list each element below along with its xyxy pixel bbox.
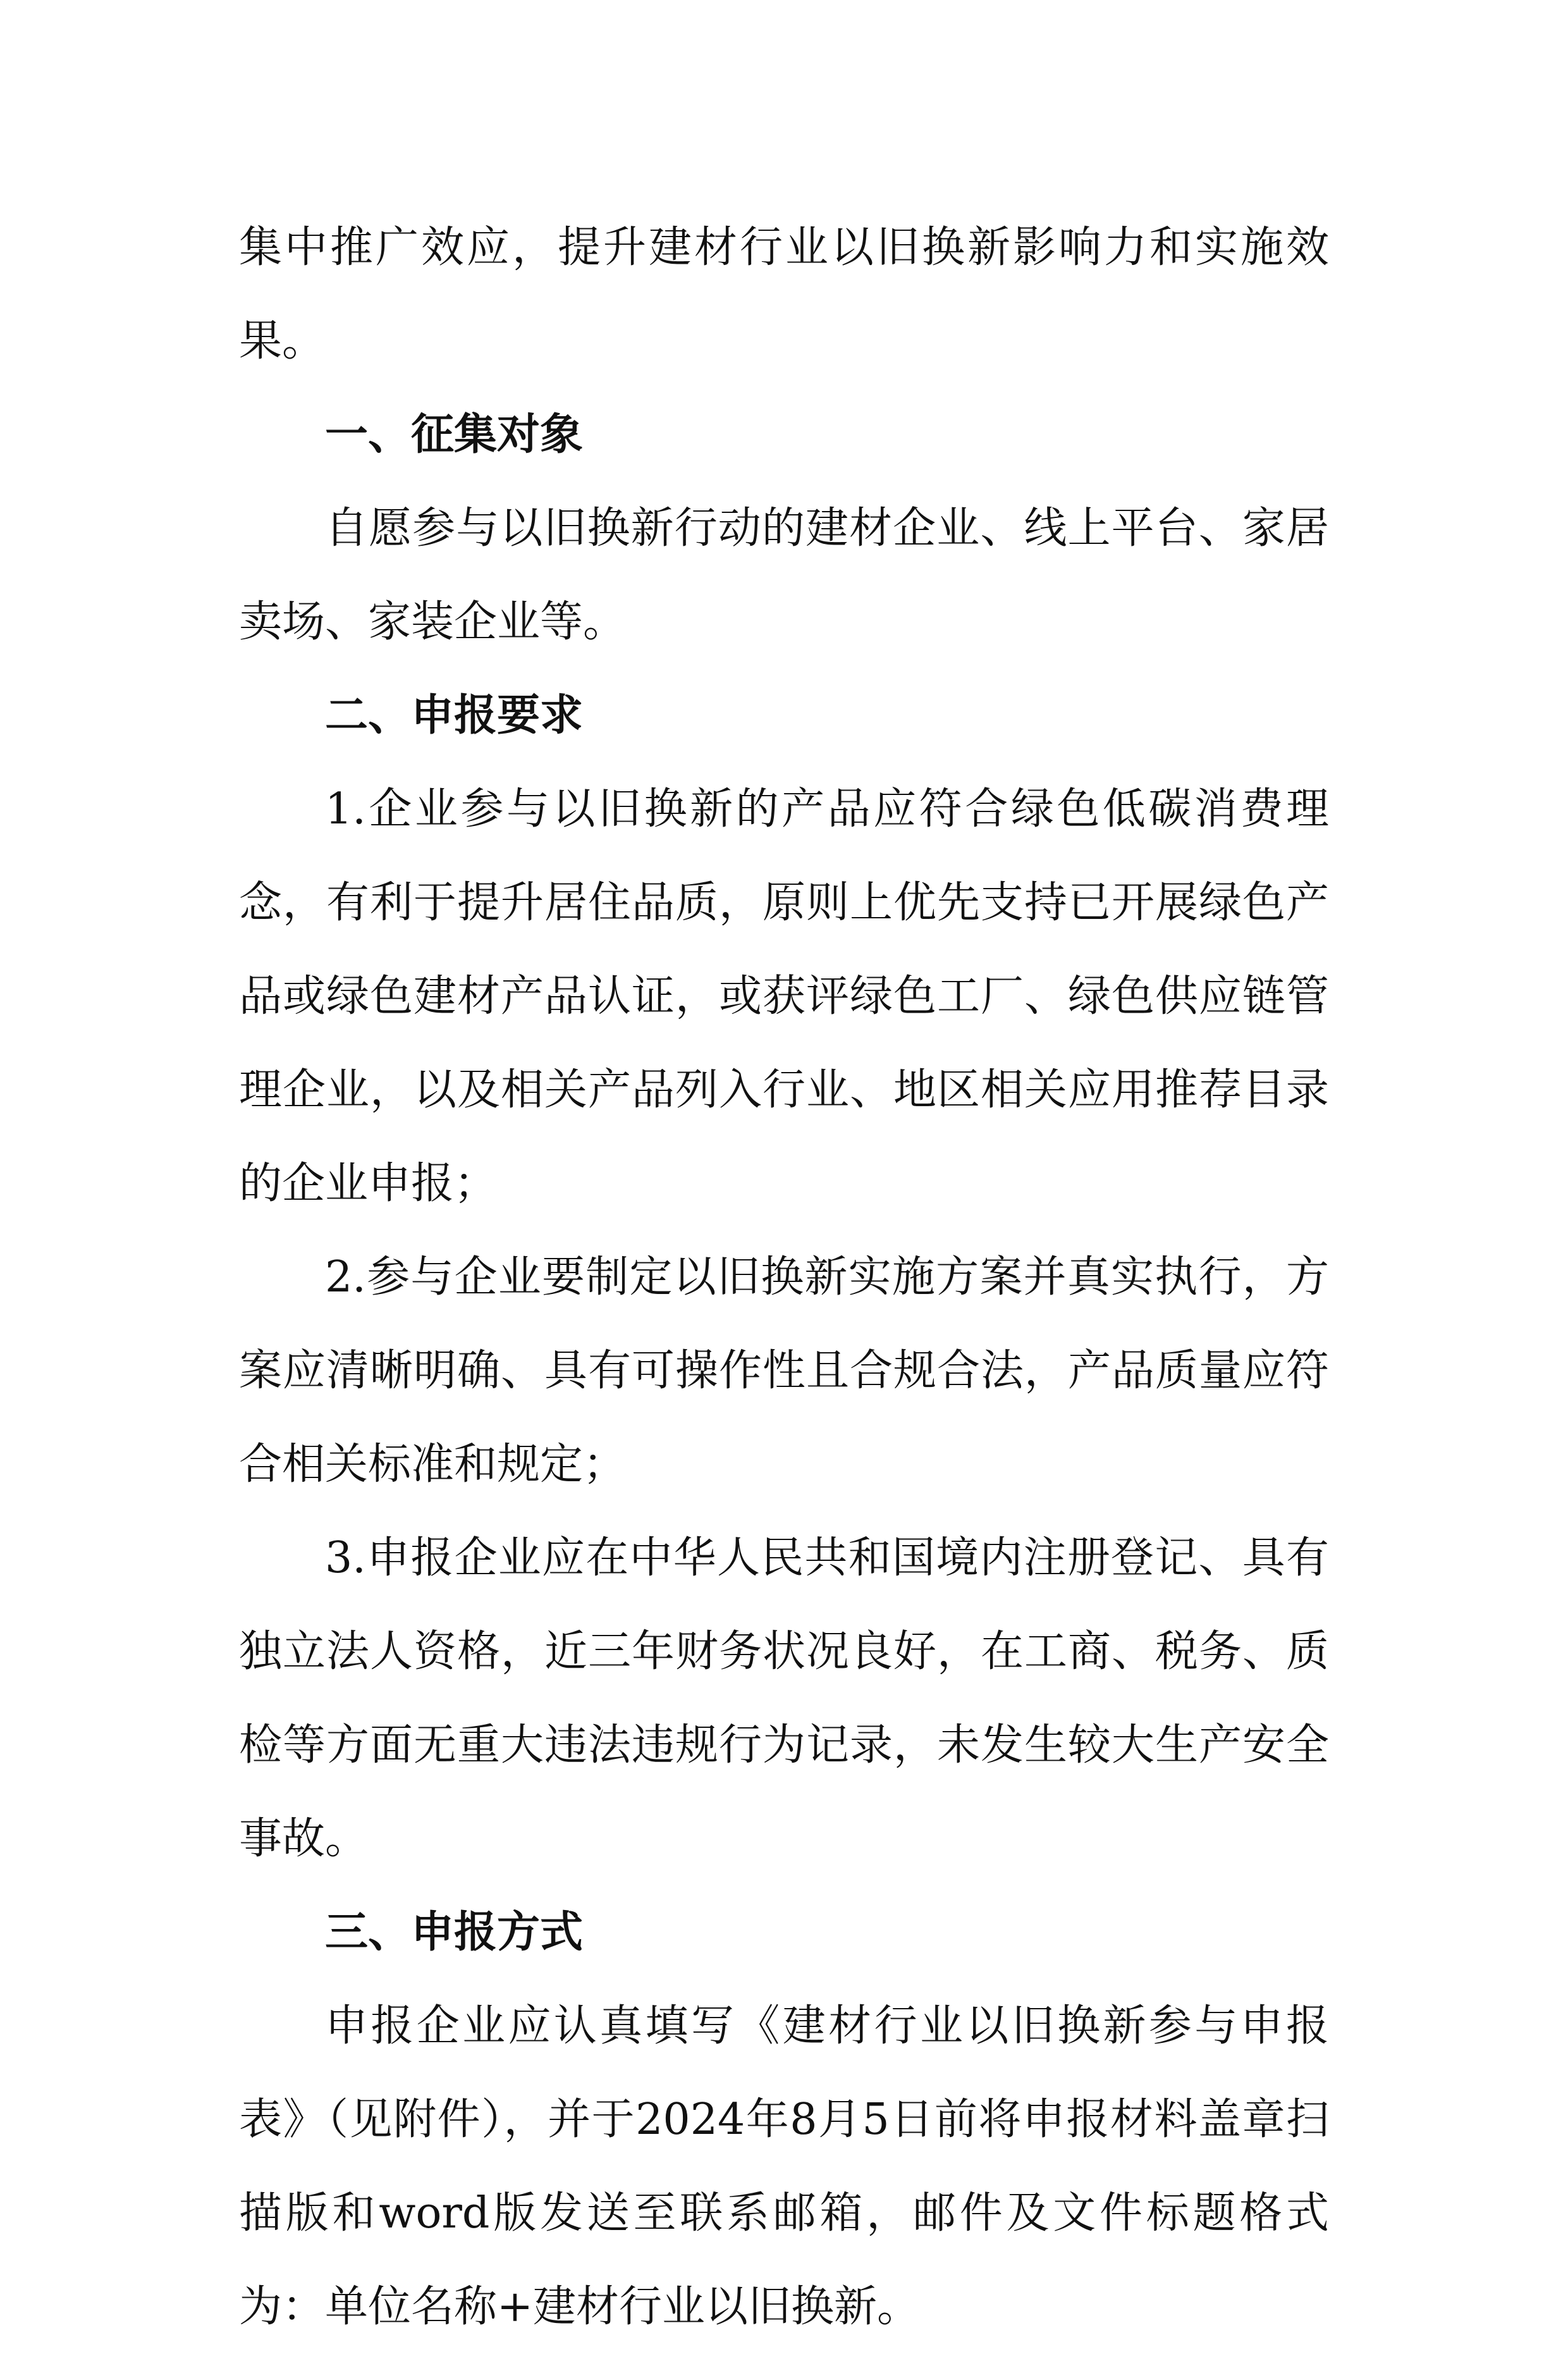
intro-tail-paragraph: 集中推广效应，提升建材行业以旧换新影响力和实施效果。 bbox=[239, 223, 1329, 366]
section-body-application-method: 申报企业应认真填写《建材行业以旧换新参与申报表》（见附件），并于2024年8月5日前将申报材料盖章扫描版和word版发送至联系邮箱，邮件及文件标题格式为：单位名称+建材行业以旧换新。 bbox=[239, 2001, 1329, 2332]
requirement-item-2: 2.参与企业要制定以旧换新实施方案并真实执行，方案应清晰明确、具有可操作性且合规合法，产品质量应符合相关标准和规定； bbox=[239, 1252, 1329, 1489]
requirement-item-3: 3.申报企业应在中华人民共和国境内注册登记、具有独立法人资格，近三年财务状况良好，在工商、税务、质检等方面无重大违法违规行为记录，未发生较大生产安全事故。 bbox=[239, 1533, 1329, 1864]
section-heading-application-method: 三、申报方式 bbox=[325, 1907, 584, 1957]
section-body-collection-targets: 自愿参与以旧换新行动的建材企业、线上平台、家居卖场、家装企业等。 bbox=[239, 503, 1329, 647]
section-heading-requirements: 二、申报要求 bbox=[325, 691, 584, 741]
section-heading-collection-targets: 一、征集对象 bbox=[325, 410, 584, 460]
requirement-item-1: 1.企业参与以旧换新的产品应符合绿色低碳消费理念，有利于提升居住品质，原则上优先支持已开展绿色产品或绿色建材产品认证，或获评绿色工厂、绿色供应链管理企业，以及相关产品列入行业、地区相关应用推荐目录的企业申报； bbox=[239, 784, 1329, 1209]
document-body bbox=[239, 201, 1329, 2354]
